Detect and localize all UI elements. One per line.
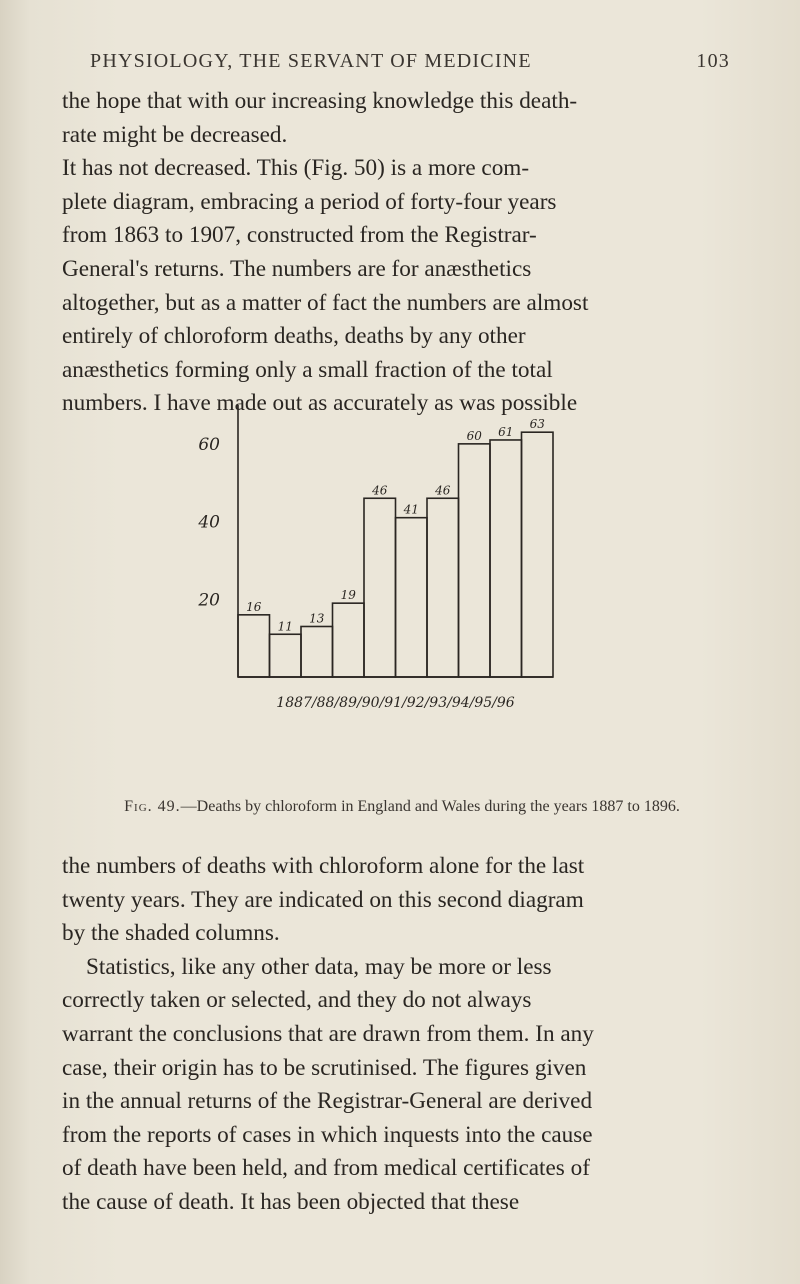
text-line: of death have been held, and from medical certificates of: [62, 1155, 590, 1182]
text-line: in the annual returns of the Registrar-General are derived: [62, 1088, 593, 1115]
bar: [490, 440, 522, 677]
text-line: the cause of death. It has been objected that these: [62, 1188, 520, 1215]
text-line: twenty years. They are indicated on this second diagram: [62, 886, 584, 913]
figure-caption-text: —Deaths by chloroform in England and Wales during the years 1887 to 1896.: [180, 798, 680, 815]
bar-value-label: 41: [403, 502, 419, 517]
y-tick-label: 60: [198, 434, 220, 455]
bar-value-label: 16: [246, 599, 262, 614]
bar-value-label: 46: [372, 483, 388, 498]
bar: [364, 498, 396, 677]
text-line: warrant the conclusions that are drawn from them. In any: [62, 1020, 594, 1047]
text-line: correctly taken or selected, and they do not always: [62, 987, 532, 1014]
text-line: by the shaded columns.: [62, 920, 280, 947]
bar: [270, 634, 302, 677]
bar: [238, 615, 270, 677]
y-tick-label: 40: [198, 512, 220, 533]
bar-value-label: 11: [277, 619, 293, 634]
bar-value-label: 60: [466, 428, 482, 443]
figure-label: Fig. 49.: [124, 798, 181, 815]
bar-value-label: 63: [529, 417, 545, 432]
text-line: the hope that with our increasing knowledge this death-: [62, 88, 578, 114]
text-line: from the reports of cases in which inquests into the cause: [62, 1121, 593, 1148]
text-line: the numbers of deaths with chloroform alone for the last: [62, 853, 585, 879]
bar-value-label: 61: [498, 424, 514, 439]
text-line: numbers. I have made out as accurately as was possible: [62, 390, 578, 417]
chart-plot: [197, 405, 553, 711]
paragraph-after-figure: [62, 850, 736, 1220]
text-line: General's returns. The numbers are for anæsthetics: [62, 255, 532, 282]
bar-value-label: 13: [309, 611, 325, 626]
bar: [427, 498, 459, 677]
text-line: rate might be decreased.: [62, 121, 288, 148]
bar: [522, 432, 554, 677]
bar-value-label: 46: [435, 483, 451, 498]
bar: [459, 444, 491, 677]
bar: [333, 603, 365, 677]
page-number: 103: [696, 50, 730, 72]
text-line: case, their origin has to be scrutinised. The figures given: [62, 1054, 587, 1081]
x-tick-labels: 1887/88/89/90/91/92/93/94/95/96: [276, 695, 515, 711]
y-tick-label: 20: [198, 590, 220, 611]
bar: [396, 518, 428, 677]
text-line: entirely of chloroform deaths, deaths by any other: [62, 323, 526, 350]
text-line: anæsthetics forming only a small fraction of the total: [62, 356, 553, 383]
text-line: plete diagram, embracing a period of forty-four years: [62, 188, 557, 215]
figure-caption: [92, 796, 712, 817]
bar-chart-figure: [198, 400, 606, 790]
bar: [301, 626, 333, 677]
text-line: It has not decreased. This (Fig. 50) is a more com-: [62, 155, 530, 182]
running-head-title: PHYSIOLOGY, THE SERVANT OF MEDICINE: [90, 50, 532, 72]
bar-value-label: 19: [340, 588, 356, 603]
text-line: from 1863 to 1907, constructed from the Registrar-: [62, 222, 537, 249]
text-line: altogether, but as a matter of fact the numbers are almost: [62, 289, 589, 316]
text-line: Statistics, like any other data, may be more or less: [86, 953, 552, 980]
running-head: [90, 50, 730, 73]
paragraph-before-figure: [62, 85, 736, 421]
